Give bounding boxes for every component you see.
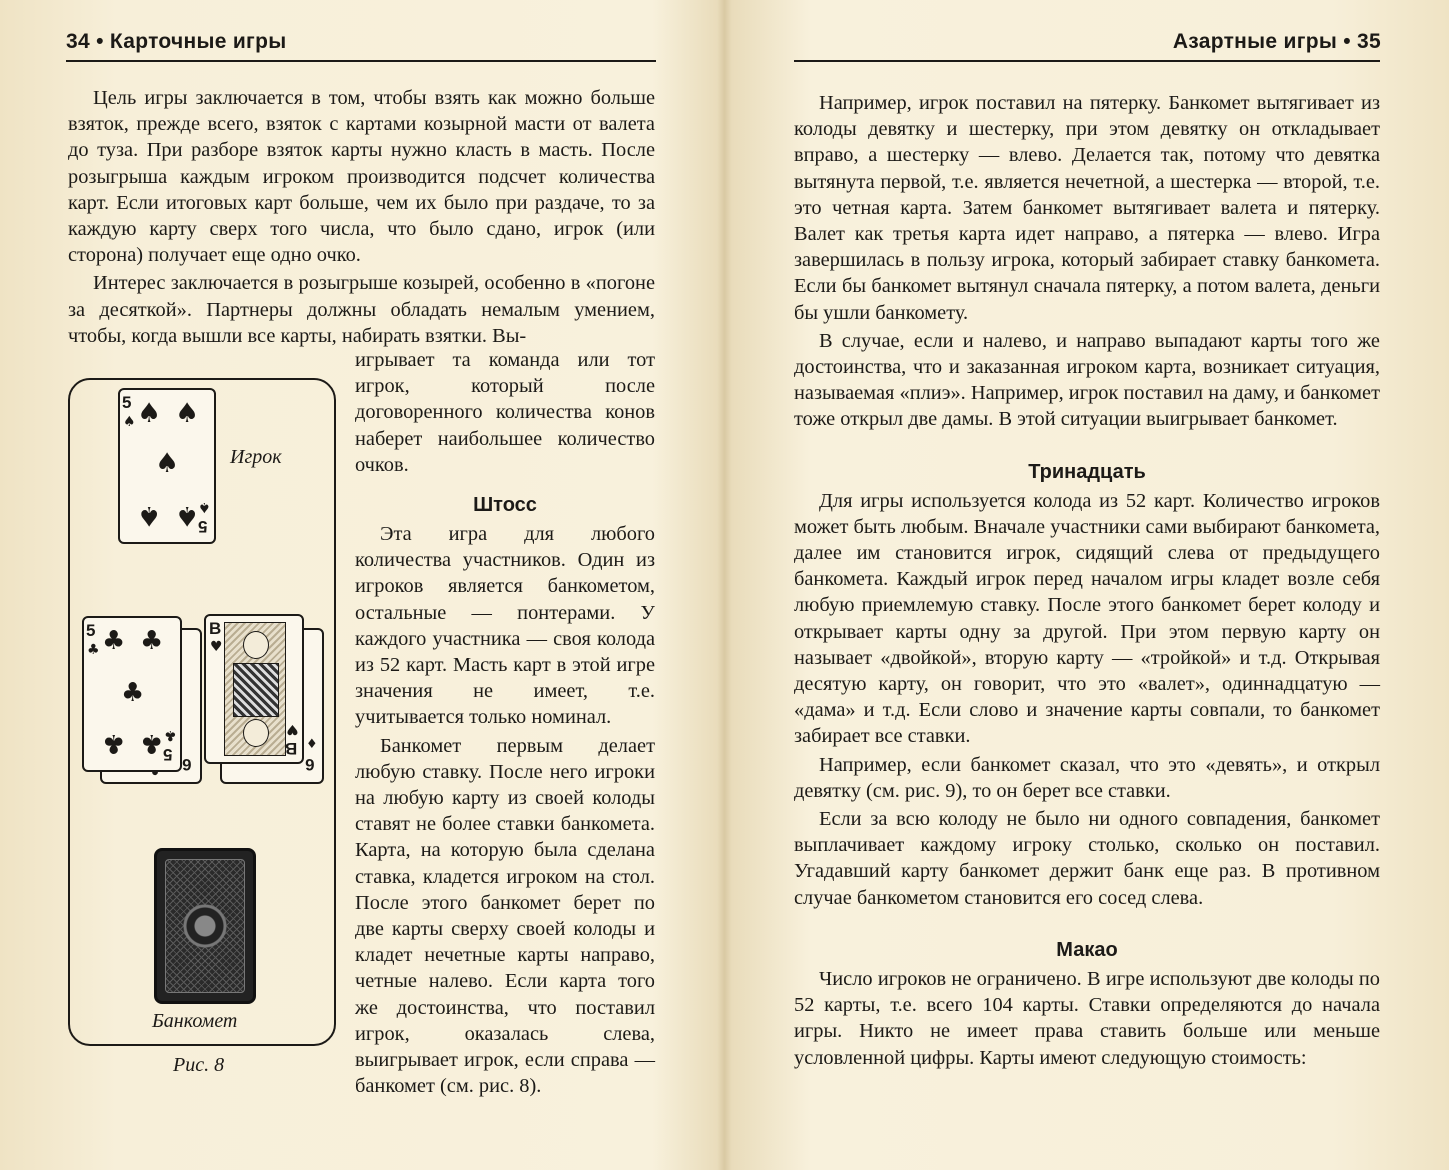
section-heading-shtoss: Штосс — [473, 494, 537, 517]
club-icon: ♣ — [140, 728, 164, 758]
club-icon: ♣ — [102, 626, 126, 656]
paragraph: В случае, если и налево, и направо выпадают карты того же достоинства, что и заказанная игроком карта, возникает ситуация, называемая «плиэ». Например, игрок поставил на даму, и банкомет тоже открыл две дамы. В этой ситуации выигрывает банкомет. — [794, 329, 1380, 431]
banker-label: Банкомет — [152, 1010, 238, 1032]
paragraph: Интерес заключается в розыгрыше козырей, особенно в «погоне за десяткой». Партнеры должны обладать немалым умением, чтобы, когда вышли все карты, набирать взятки. Вы- — [68, 272, 655, 347]
heart-icon: ♥ — [210, 639, 223, 655]
right-page — [724, 0, 1449, 1170]
card-back-pattern — [165, 859, 245, 993]
paragraph: Для игры используется колода из 52 карт. Количество игроков может быть любым. Вначале участники сами выбирают банкомета, далее им становится игрок, сидящий слева от предыдущего банкомета. Каждый игрок перед началом игры кладет возле себя любую приемлемую ставку. После этого банкомет берет колоду и открывает карты одну за другой. При этом первую карту он называет «двойкой», вторую карту — «тройкой» и т.д. Открывая десятую карту, он говорит, что это «валет», одиннадцатую — «дама» и т.д. Если слово и значение карты совпали, то банкомет забирает все ставки. — [794, 489, 1380, 748]
club-icon: ♣ — [87, 642, 100, 658]
section-heading-trinadtsat: Тринадцать — [1028, 460, 1146, 483]
paragraph: Например, игрок поставил на пятерку. Банкомет вытягивает из колоды девятку и шестерку, при этом девятку он откладывает вправо, а шестерку — влево. Делается так, потому что девятка вытянута первой, т.е. является нечетной, а шестерка — второй, т.е. это четная карта. Затем банкомет вытягивает валета и пятерку. Валет как третья карта идет направо, а пятерка — влево. Игра завершилась в пользу игрока, который забирает ставку банкомета. Если бы банкомет вытянул сначала пятерку, а потом валета, деньги бы ушли банкомету. — [794, 92, 1380, 324]
paragraph: Банкомет первым делает любую ставку. После него игроки на любую карту из своей колоды ставят не более ставки банкомета. Карта, на которую была сделана ставка, кладется игроком на стол. После этого банкомет берет по две карты сверху своей колоды и кладет нечетные карты направо, четные налево. Если карта того же достоинства, что поставил игрок, оказалась слева, выигрывает игрок, если справа — банкомет (см. рис. 8). — [355, 734, 655, 1098]
left-page — [0, 0, 724, 1170]
spade-icon: ♠ — [123, 414, 136, 430]
club-icon: ♣ — [121, 678, 145, 708]
paragraph: Число игроков не ограничено. В игре используют две колоды по 52 карты, т.е. всего 104 карты. Ставки определяются до начала игры. Никто не имеет права ставить больше или меньше условленной цифры. Карты имеют следующую стоимость: — [794, 967, 1380, 1069]
paragraph: Цель игры заключается в том, чтобы взять как можно больше взяток, прежде всего, взяток с картами козырной масти от валета до туза. При разборе взяток карты нужно класть в масть. После розыгрыша каждым игроком производится подсчет количества карт. Если итоговых карт больше, чем их было при раздаче, то за каждую карту сверх того числа, что было сдано, игрок (или сторона) получает еще одно очко. — [68, 87, 655, 267]
player-label: Игрок — [230, 446, 282, 468]
club-icon: ♣ — [164, 727, 177, 743]
diamond-icon: ♦ — [306, 737, 318, 752]
header-rule-right — [794, 60, 1380, 62]
jack-portrait — [224, 622, 286, 756]
spade-icon: ♠ — [137, 500, 162, 531]
heart-icon: ♥ — [286, 721, 299, 737]
paragraph: Эта игра для любого количества участников. Один из игроков является банкометом, остальные — понтерами. У каждого участника — своя колода из 52 карт. Масть карт в этой игре значения не имеет, т.е. учитывается только номинал. — [355, 523, 655, 729]
spade-icon: ♠ — [175, 500, 200, 531]
club-icon: ♣ — [140, 626, 164, 656]
spade-icon: ♠ — [155, 448, 180, 479]
player-card-five-of-spades — [118, 388, 216, 544]
jack-face-bottom — [243, 719, 269, 747]
card-rank: 5 — [86, 621, 96, 640]
running-head-left: 34 • Карточные игры — [66, 30, 287, 53]
banker-left-card-five-of-clubs — [82, 616, 182, 772]
card-rank: В — [209, 619, 222, 638]
card-rank: 5 — [163, 745, 173, 764]
paragraph: игрывает та команда или тот игрок, который после договоренного количества конов наберет наибольшее количество очков. — [355, 349, 655, 476]
paragraph: Например, если банкомет сказал, что это «девять», и открыл девятку (см. рис. 9), то он берет все ставки. — [794, 753, 1380, 802]
running-head-right: Азартные игры • 35 — [1172, 30, 1381, 53]
header-rule-left — [66, 60, 656, 62]
spade-icon: ♠ — [175, 398, 200, 429]
section-heading-makao: Макао — [1056, 938, 1118, 961]
jack-face-top — [243, 631, 269, 659]
figure-caption: Рис. 8 — [173, 1054, 225, 1076]
paragraph: Если за всю колоду не было ни одного совпадения, банкомет выплачивает каждому игроку столько, сколько он поставил. Угадавший карту банкомет держит банк еще раз. В противном случае банкометом становится его сосед слева. — [794, 808, 1380, 909]
figure-8 — [68, 378, 336, 1046]
left-body-top — [68, 85, 655, 349]
jack-costume — [233, 663, 279, 717]
card-rank: 5 — [122, 393, 132, 412]
right-body — [794, 90, 1380, 1071]
banker-right-card-jack-of-hearts — [204, 614, 304, 764]
spade-icon: ♠ — [198, 499, 211, 515]
left-body-narrow — [355, 347, 655, 1099]
club-icon: ♣ — [102, 728, 126, 758]
card-rank: В — [285, 739, 298, 758]
card-rank: 5 — [198, 517, 208, 536]
card-rank: 6 — [305, 755, 315, 774]
deck-card-back — [154, 848, 256, 1004]
spade-icon: ♠ — [137, 398, 162, 429]
card-rank: 6 — [182, 755, 192, 774]
